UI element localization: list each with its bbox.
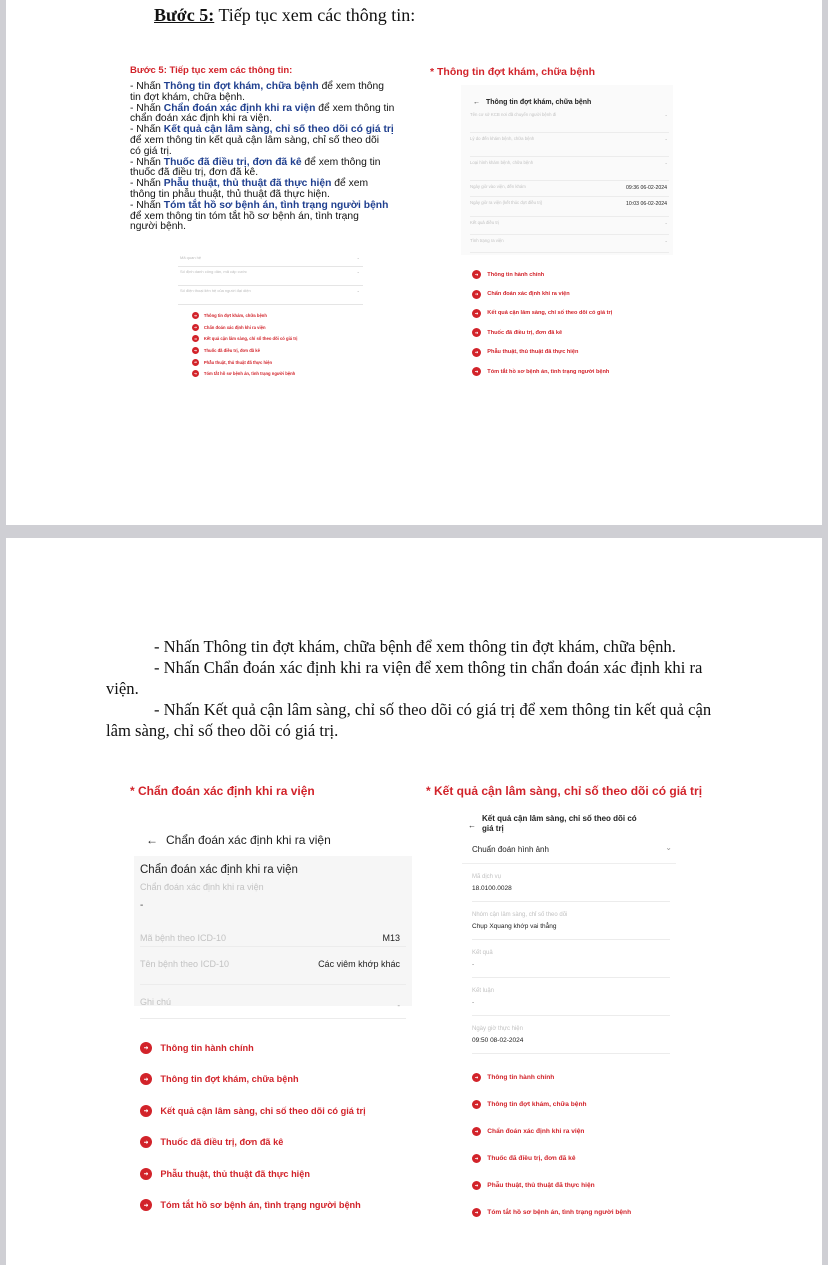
- field-row: [178, 286, 363, 305]
- menu-item[interactable]: [472, 1172, 631, 1199]
- field-row: [470, 133, 669, 157]
- circle-arrow-icon: [140, 1042, 152, 1054]
- diagnosis-fields: [140, 921, 406, 1019]
- field-row: [140, 985, 406, 1019]
- field-value: M13: [382, 933, 400, 943]
- menu-item-label: Tóm tắt hồ sơ bệnh án, tình trạng người bệnh: [487, 368, 610, 375]
- screen-title: [482, 814, 637, 834]
- menu-item-label: Kết quả cận lâm sàng, chỉ số theo dõi có giá trị: [487, 310, 613, 317]
- screen-header: [134, 806, 412, 856]
- instruction-text: có giá trị.: [130, 145, 172, 157]
- menu-item-label: Thông tin đợt khám, chữa bệnh: [160, 1074, 299, 1085]
- field-label: Mã quan hệ: [180, 255, 202, 260]
- instructions-block: [130, 66, 422, 233]
- field-label: Ghi chú: [140, 997, 172, 1007]
- menu-item[interactable]: [472, 1118, 631, 1145]
- instruction-text: - Nhấn: [130, 156, 164, 168]
- circle-arrow-icon: [472, 1073, 481, 1082]
- field-value: -: [665, 161, 667, 167]
- field-row: [470, 109, 669, 133]
- instruction-text: chẩn đoán xác định khi ra viện.: [130, 113, 272, 125]
- diagnosis-menu: [140, 1032, 366, 1221]
- instruction-text: - Nhấn: [130, 80, 164, 92]
- instruction-lines: [130, 82, 422, 233]
- lab-menu: [472, 1064, 631, 1226]
- menu-item-label: Tóm tắt hồ sơ bệnh án, tình trạng người bệnh: [160, 1200, 361, 1211]
- menu-item-label: Thuốc đã điều trị, đơn đã kê: [203, 348, 260, 354]
- field-row: [470, 181, 669, 197]
- instruction-text: để xem thông tin tóm tắt hồ sơ bệnh án, tình trạng: [130, 210, 359, 222]
- instruction-keyword: Tóm tắt hồ sơ bệnh án, tình trạng người bệnh: [163, 199, 389, 211]
- menu-item[interactable]: [140, 1095, 366, 1127]
- field-row: [472, 902, 670, 940]
- menu-item[interactable]: [192, 356, 297, 368]
- instruction-text: thuốc đã điều trị, đơn đã kê.: [130, 167, 259, 179]
- paragraph-2: - Nhấn Chẩn đoán xác định khi ra viện để xem thông tin chẩn đoán xác định khi ra viện.: [106, 658, 703, 699]
- field-label: Số điện thoại liên hệ của người đại diện: [180, 288, 251, 293]
- caption-visit-info: * Thông tin đợt khám, chữa bệnh: [430, 66, 595, 78]
- menu-item[interactable]: [192, 345, 297, 357]
- field-value: 10:03 06-02-2024: [626, 201, 667, 207]
- field-label: Ngày giờ ra viện (kết thúc đợt điều trị): [470, 200, 543, 205]
- screen-title-line2: giá trị: [482, 824, 504, 833]
- section-title: Chẩn đoán xác định khi ra viện: [140, 864, 298, 876]
- field-row: [472, 978, 670, 1016]
- instruction-text: tin đợt khám, chữa bệnh.: [130, 91, 245, 103]
- menu-item-label: Chẩn đoán xác định khi ra viện: [487, 291, 570, 298]
- instruction-text: - Nhấn: [130, 199, 164, 211]
- menu-item[interactable]: [140, 1032, 366, 1064]
- circle-arrow-icon: [140, 1073, 152, 1085]
- circle-arrow-icon: [472, 328, 481, 337]
- field-row: [178, 267, 363, 286]
- circle-arrow-icon: [472, 1127, 481, 1136]
- instruction-text: - Nhấn: [130, 124, 164, 136]
- instruction-text: người bệnh.: [130, 221, 187, 233]
- circle-arrow-icon: [472, 290, 481, 299]
- menu-item-label: Thuốc đã điều trị, đơn đã kê: [487, 1155, 576, 1162]
- menu-item[interactable]: [472, 1199, 631, 1226]
- screen-header: [462, 806, 676, 840]
- menu-item[interactable]: [140, 1064, 366, 1096]
- field-value: -: [397, 1001, 400, 1010]
- instruction-text: để xem thông tin: [315, 102, 395, 114]
- field-value: -: [665, 239, 667, 245]
- instruction-keyword: Kết quả cận lâm sàng, chỉ số theo dõi có giá trị: [163, 124, 394, 136]
- menu-item-label: Thông tin hành chính: [160, 1042, 254, 1053]
- field-label: Kết luận: [472, 988, 495, 994]
- menu-item[interactable]: [140, 1190, 366, 1222]
- circle-arrow-icon: [192, 347, 199, 354]
- field-row: [472, 1016, 670, 1054]
- heading-text: Tiếp tục xem các thông tin:: [214, 5, 416, 25]
- visit-menu: [472, 265, 612, 381]
- instruction-text: để xem thông: [318, 80, 384, 92]
- field-label: Kết quả: [472, 950, 493, 956]
- field-row: [470, 197, 669, 217]
- arrow-left-icon[interactable]: ←: [468, 821, 476, 830]
- instruction-text: - Nhấn: [130, 178, 164, 190]
- field-label: Tên bệnh theo ICD-10: [140, 959, 230, 969]
- field-label: Kết quả điều trị: [470, 220, 499, 225]
- circle-arrow-icon: [472, 1208, 481, 1217]
- diagnosis-card: [134, 856, 412, 1010]
- menu-item[interactable]: [472, 1091, 631, 1118]
- menu-item-label: Thông tin đợt khám, chữa bệnh: [203, 313, 267, 319]
- field-row: [178, 253, 363, 267]
- section-dash: -: [140, 900, 144, 911]
- field-value: Các viêm khớp khác: [318, 959, 400, 969]
- screen-title-line1: Kết quả cận lâm sàng, chỉ số theo dõi có: [482, 814, 637, 823]
- paragraph-3: - Nhấn Kết quả cận lâm sàng, chỉ số theo dõi có giá trị để xem thông tin kết quả cận lâm sàng, chỉ số theo dõi có giá trị.: [106, 700, 712, 741]
- menu-item[interactable]: [472, 1064, 631, 1091]
- phone-diagnosis: [134, 806, 412, 1010]
- instruction-keyword: Thông tin đợt khám, chữa bệnh: [163, 80, 319, 92]
- paragraph-1: - Nhấn Thông tin đợt khám, chữa bệnh để xem thông tin đợt khám, chữa bệnh.: [154, 637, 676, 656]
- instruction-text: để xem: [331, 178, 369, 190]
- field-label: Nhóm cận lâm sàng, chỉ số theo dõi: [472, 912, 568, 918]
- phone-lab-results: [462, 806, 676, 1044]
- field-value: 09:50 08-02-2024: [472, 1037, 524, 1044]
- circle-arrow-icon: [192, 370, 199, 377]
- circle-arrow-icon: [472, 1100, 481, 1109]
- instruction-line: [130, 136, 422, 147]
- field-value: -: [472, 999, 475, 1006]
- field-label: Tên cơ sở KCB nơi đã chuyển người bệnh đi: [470, 112, 557, 117]
- document-page-1: [6, 0, 822, 525]
- field-value: -: [357, 270, 359, 276]
- circle-arrow-icon: [472, 270, 481, 279]
- field-label: Lý do đến khám bệnh, chữa bệnh: [470, 136, 535, 141]
- circle-arrow-icon: [192, 312, 199, 319]
- circle-arrow-icon: [192, 335, 199, 342]
- circle-arrow-icon: [472, 309, 481, 318]
- lab-fields: [462, 864, 676, 1054]
- document-page-2: [6, 538, 822, 1265]
- section-subtitle: Chẩn đoán xác định khi ra viện: [140, 882, 264, 892]
- menu-item[interactable]: [192, 322, 297, 334]
- instruction-line: [130, 222, 422, 233]
- menu-item[interactable]: [472, 1145, 631, 1172]
- field-label: Số định danh công dân, mã cấp cước: [180, 269, 247, 274]
- field-label: Ngày giờ vào viện, đến khám: [470, 184, 526, 189]
- visit-fields: [461, 109, 673, 253]
- menu-item[interactable]: [192, 368, 297, 380]
- screen-header: [461, 85, 673, 109]
- menu-item[interactable]: [472, 323, 612, 342]
- screen-title: Thông tin đợt khám, chữa bệnh: [486, 98, 592, 106]
- instruction-keyword: Chẩn đoán xác định khi ra viện: [163, 102, 316, 114]
- category-dropdown[interactable]: [462, 840, 676, 864]
- instruction-keyword: Phẫu thuật, thủ thuật đã thực hiện: [163, 178, 332, 190]
- circle-arrow-icon: [472, 1181, 481, 1190]
- menu-item[interactable]: [472, 362, 612, 381]
- circle-arrow-icon: [192, 359, 199, 366]
- field-label: Loại hình khám bệnh, chữa bệnh: [470, 160, 534, 165]
- field-label: Ngày giờ thực hiện: [472, 1026, 523, 1032]
- menu-item-label: Phẫu thuật, thủ thuật đã thực hiện: [203, 359, 273, 365]
- mini-menu: [192, 310, 297, 380]
- field-value: -: [357, 289, 359, 295]
- arrow-left-icon[interactable]: ←: [146, 833, 158, 847]
- menu-item-label: Thuốc đã điều trị, đơn đã kê: [160, 1137, 284, 1148]
- body-paragraphs: [106, 636, 736, 741]
- field-label: Tình trạng ra viện: [470, 238, 504, 243]
- field-row: [472, 864, 670, 902]
- instruction-keyword: Thuốc đã điều trị, đơn đã kê: [163, 156, 302, 168]
- circle-arrow-icon: [472, 367, 481, 376]
- field-row: [470, 235, 669, 253]
- caption-lab-results: * Kết quả cận lâm sàng, chỉ số theo dõi có giá trị: [426, 784, 703, 798]
- field-label: Mã dịch vụ: [472, 874, 502, 880]
- menu-item-label: Phẫu thuật, thủ thuật đã thực hiện: [487, 1182, 595, 1189]
- field-value: -: [665, 113, 667, 119]
- chevron-down-icon: ⌄: [665, 843, 672, 852]
- instruction-text: để xem thông tin kết quả cận lâm sàng, chỉ số theo dõi: [130, 134, 379, 146]
- field-row: [470, 157, 669, 181]
- field-value: 09:36 06-02-2024: [626, 185, 667, 191]
- field-value: Chụp Xquang khớp vai thẳng: [472, 923, 557, 930]
- circle-arrow-icon: [140, 1199, 152, 1211]
- screen-title: Chẩn đoán xác định khi ra viện: [166, 833, 331, 847]
- circle-arrow-icon: [140, 1168, 152, 1180]
- field-row: [140, 947, 406, 985]
- menu-item[interactable]: [472, 265, 612, 284]
- menu-item-label: Phẫu thuật, thủ thuật đã thực hiện: [487, 349, 579, 356]
- mini-field-list: [178, 253, 363, 305]
- instruction-text: thông tin phẫu thuật, thủ thuật đã thực hiện.: [130, 188, 330, 200]
- arrow-left-icon[interactable]: ←: [473, 98, 480, 106]
- field-value: -: [472, 961, 475, 968]
- circle-arrow-icon: [140, 1136, 152, 1148]
- menu-item-label: Chẩn đoán xác định khi ra viện: [487, 1128, 585, 1135]
- circle-arrow-icon: [140, 1105, 152, 1117]
- menu-item[interactable]: [472, 284, 612, 303]
- field-row: [140, 921, 406, 947]
- instruction-text: để xem thông tin: [301, 156, 381, 168]
- menu-item-label: Kết quả cận lâm sàng, chỉ số theo dõi có giá trị: [160, 1105, 366, 1116]
- menu-item-label: Tóm tắt hồ sơ bệnh án, tình trạng người bệnh: [487, 1209, 632, 1216]
- instructions-header: Bước 5: Tiếp tục xem các thông tin:: [130, 65, 293, 76]
- field-value: -: [665, 137, 667, 143]
- menu-item[interactable]: [192, 333, 297, 345]
- heading-step: Bước 5:: [154, 5, 215, 25]
- menu-item-label: Thông tin hành chính: [487, 271, 545, 278]
- caption-diagnosis: * Chẩn đoán xác định khi ra viện: [130, 784, 315, 798]
- menu-item-label: Thông tin đợt khám, chữa bệnh: [487, 1101, 587, 1108]
- dropdown-value: Chuẩn đoán hình ảnh: [472, 845, 549, 854]
- field-value: -: [357, 256, 359, 262]
- menu-item-label: Kết quả cận lâm sàng, chỉ số theo dõi có giá trị: [203, 336, 298, 342]
- menu-item-label: Tóm tắt hồ sơ bệnh án, tình trạng người bệnh: [203, 371, 296, 377]
- menu-item[interactable]: [472, 343, 612, 362]
- menu-item[interactable]: [140, 1158, 366, 1190]
- menu-item[interactable]: [472, 304, 612, 323]
- menu-item-label: Chẩn đoán xác định khi ra viện: [203, 324, 266, 330]
- phone-visit-info: [461, 85, 673, 255]
- field-value: 18.0100.0028: [472, 885, 512, 892]
- menu-item-label: Thông tin hành chính: [487, 1074, 555, 1081]
- instruction-text: - Nhấn: [130, 102, 164, 114]
- circle-arrow-icon: [192, 324, 199, 331]
- page-heading: [154, 5, 415, 26]
- field-row: [470, 217, 669, 235]
- field-row: [472, 940, 670, 978]
- menu-item[interactable]: [192, 310, 297, 322]
- menu-item-label: Thuốc đã điều trị, đơn đã kê: [487, 329, 563, 336]
- menu-item-label: Phẫu thuật, thủ thuật đã thực hiện: [160, 1168, 310, 1179]
- field-label: Mã bệnh theo ICD-10: [140, 933, 227, 943]
- field-value: -: [665, 221, 667, 227]
- circle-arrow-icon: [472, 1154, 481, 1163]
- circle-arrow-icon: [472, 348, 481, 357]
- menu-item[interactable]: [140, 1127, 366, 1159]
